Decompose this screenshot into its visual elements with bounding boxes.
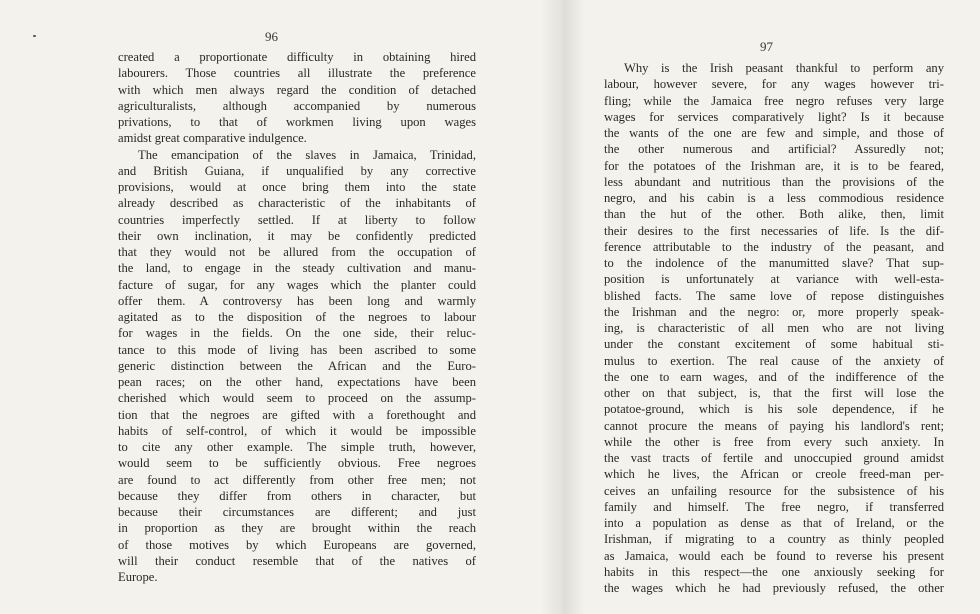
text-line: tion that the negroes are gifted with a forethought and <box>118 407 476 422</box>
text-line: the wages which he had previously refused, the other <box>604 581 944 595</box>
text-line: with which men always regard the condition of detached <box>118 82 476 97</box>
text-line: ing, is characteristic of all men who are not living <box>604 321 944 335</box>
text-line: for the potatoes of the Irishman are, it is to be feared, <box>604 158 944 173</box>
text-line: mulus to exertion. The real cause of the anxiety of <box>604 353 944 368</box>
book-gutter <box>540 0 584 614</box>
text-line: potatoe-ground, which is his sole dependence, if he <box>604 402 944 417</box>
text-line: which he lives, the African or creole freed-man per- <box>604 467 944 482</box>
text-line: because their circumstances are different; and just <box>118 505 476 519</box>
text-line: labourers. Those countries all illustrate the preference <box>118 66 476 81</box>
text-line: of those motives by which Europeans are governed, <box>118 537 476 552</box>
text-line: are found to act differently from other free men; not <box>118 472 476 487</box>
text-line: in proportion as they are brought within the reach <box>118 521 476 536</box>
text-line: agriculturalists, although accompanied by numerous <box>118 98 476 113</box>
text-line: labour, however severe, for any wages however tri- <box>604 77 944 92</box>
text-line: would seem to be sufficiently obvious. Free negroes <box>118 456 476 471</box>
text-line: for wages in the fields. On the one side, their reluc- <box>118 326 476 341</box>
text-line: and British Guiana, if unqualified by any corrective <box>118 163 476 178</box>
text-line: the wants of the one are few and simple, and those of <box>604 126 944 140</box>
text-line: other on that subject, is, that the first will lose the <box>604 386 944 400</box>
text-line: Europe. <box>118 570 158 584</box>
text-line: cannot procure the means of paying his landlord's rent; <box>604 418 944 433</box>
text-line: blished facts. The same love of repose distinguishes <box>604 288 944 303</box>
text-line: will their conduct resemble that of the natives of <box>118 553 476 568</box>
text-line: pean races; on the other hand, expectations have been <box>118 375 476 389</box>
right-page-number: 97 <box>760 39 773 54</box>
text-line: that they would not be allured from the occupation of <box>118 245 476 259</box>
left-page-text <box>118 49 476 585</box>
text-line: Irishman, if migrating to a country as thinly peopled <box>604 532 944 547</box>
left-page-number: 96 <box>265 29 278 44</box>
text-line: provisions, would at once bring them into the state <box>118 180 476 194</box>
text-line: agitated as to the disposition of the negroes to labour <box>118 310 476 324</box>
text-line: the land, to engage in the steady cultivation and manu- <box>118 261 476 276</box>
text-line: under the constant excitement of some habitual sti- <box>604 337 944 352</box>
text-line: countries imperfectly settled. If at liberty to follow <box>118 212 476 227</box>
text-line: the other numerous and artificial? Assuredly not; <box>604 142 944 157</box>
text-line: while the other is free from every such anxiety. In <box>604 434 944 449</box>
text-line: negro, and his cabin is a less commodious residence <box>604 191 944 205</box>
text-line: ceives an unfailing resource for the subsistence of his <box>604 483 944 498</box>
text-line: into a population as dense as that of Ireland, or the <box>604 516 944 530</box>
text-line: amidst great comparative indulgence. <box>118 131 307 146</box>
text-line: cherished which would seem to proceed on the assump- <box>118 391 476 406</box>
text-line: their own inclination, it may be confidently predicted <box>118 228 476 243</box>
text-line: the one to earn wages, and of the indifference of the <box>604 369 944 384</box>
text-line: ference attributable to the industry of the peasant, and <box>604 239 944 254</box>
right-page-text <box>604 60 944 596</box>
text-line: created a proportionate difficulty in obtaining hired <box>118 50 476 64</box>
text-line: Why is the Irish peasant thankful to perform any <box>624 61 944 75</box>
text-line: to cite any other example. The simple truth, however, <box>118 440 476 454</box>
text-line: tance to this mode of living has been ascribed to some <box>118 342 476 357</box>
text-line: offer them. A controversy has been long and warmly <box>118 293 476 308</box>
text-line: wages for services comparatively light? Is it because <box>604 109 944 124</box>
text-line: position is unfortunately at variance with well-esta- <box>604 272 944 287</box>
text-line: their desires to the first necessaries of life. Is the dif- <box>604 223 944 238</box>
margin-speck <box>33 35 36 37</box>
text-line: than the hut of the other. Both alike, then, limit <box>604 207 944 222</box>
text-line: fling; while the Jamaica free negro refuses very large <box>604 93 944 108</box>
text-line: The emancipation of the slaves in Jamaica, Trinidad, <box>138 147 476 162</box>
text-line: facture of sugar, for any wages which the planter could <box>118 277 476 292</box>
text-line: habits in this respect—the one anxiously seeking for <box>604 564 944 579</box>
text-line: habits of self-control, of which it would be impossible <box>118 423 476 438</box>
text-line: privations, to that of workmen living upon wages <box>118 115 476 129</box>
text-line: as Jamaica, would each be found to reverse his present <box>604 548 944 563</box>
text-line: less abundant and nutritious than the provisions of the <box>604 174 944 189</box>
text-line: already described as characteristic of the inhabitants of <box>118 196 476 211</box>
text-line: the vast tracts of fertile and unoccupied ground amidst <box>604 451 944 465</box>
text-line: the Irishman and the negro: or, more properly speak- <box>604 304 944 319</box>
text-line: generic distinction between the African and the Euro- <box>118 358 476 373</box>
text-line: family and himself. The free negro, if transferred <box>604 499 944 514</box>
text-line: to the indolence of the manumitted slave? That sup- <box>604 256 944 270</box>
text-line: because they differ from others in character, but <box>118 488 476 503</box>
